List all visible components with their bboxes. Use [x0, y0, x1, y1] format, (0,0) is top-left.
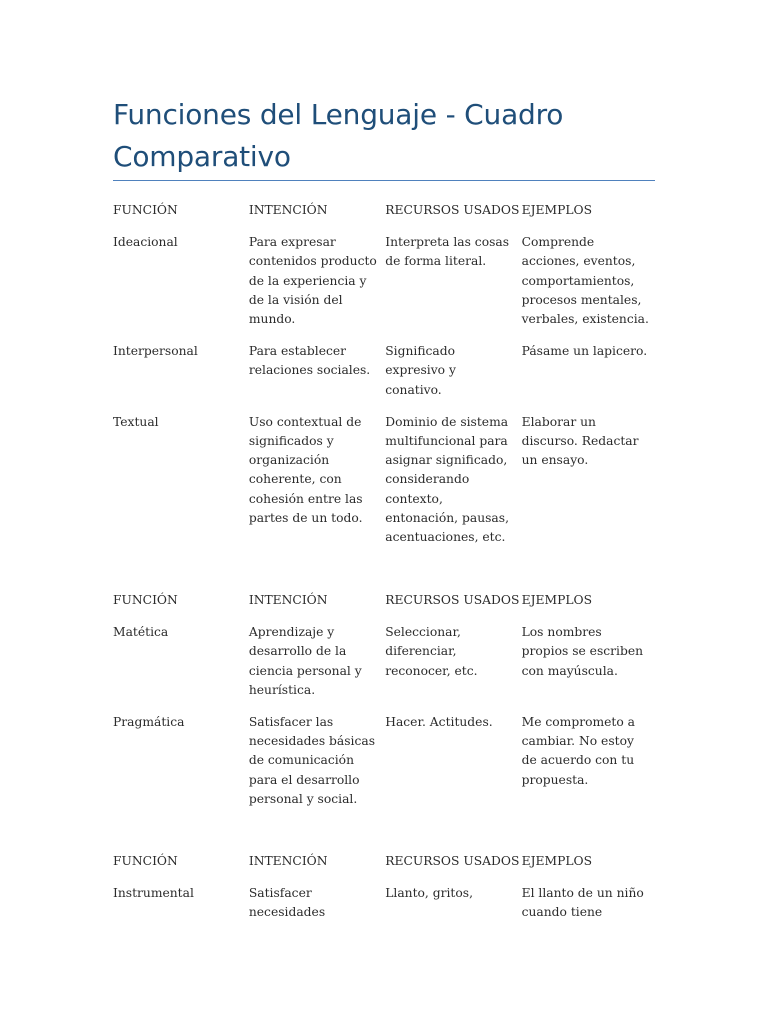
- cell-recursos: Significado expresivo y conativo.: [385, 344, 456, 397]
- header-intencion: INTENCIÓN: [248, 854, 328, 868]
- header-row: [113, 201, 658, 233]
- header-funcion: FUNCIÓN: [113, 854, 178, 868]
- comparison-table-2: [113, 591, 658, 822]
- table-row: [113, 413, 658, 560]
- header-recursos: RECURSOS USADOS: [385, 593, 520, 607]
- header-ejemplos: EJEMPLOS: [521, 593, 593, 607]
- cell-recursos: Interpreta las cosas de forma literal.: [385, 235, 510, 269]
- cell-ejemplos: Pásame un lapicero.: [521, 344, 648, 359]
- header-row: [113, 852, 658, 884]
- cell-intencion: Satisfacer necesidades: [248, 886, 326, 920]
- cell-ejemplos: El llanto de un niño cuando tiene: [521, 886, 644, 920]
- comparison-table-1: [113, 201, 658, 560]
- cell-funcion: Textual: [113, 414, 159, 429]
- cell-ejemplos: Me comprometo a cambiar. No estoy de acuerdo con tu propuesta.: [521, 715, 636, 787]
- header-funcion: FUNCIÓN: [113, 593, 178, 607]
- table-row: [113, 884, 658, 935]
- header-funcion: FUNCIÓN: [113, 203, 178, 217]
- cell-funcion: Matética: [113, 625, 169, 640]
- cell-funcion: Instrumental: [113, 886, 194, 901]
- cell-ejemplos: Los nombres propios se escriben con mayúscula.: [521, 625, 644, 678]
- cell-ejemplos: Elaborar un discurso. Redactar un ensayo.: [521, 414, 639, 468]
- cell-intencion: Satisfacer las necesidades básicas de comunicación para el desarrollo personal y social.: [248, 715, 376, 806]
- cell-recursos: Hacer. Actitudes.: [385, 715, 493, 730]
- title-underline: [113, 180, 655, 181]
- table-row: [113, 713, 658, 822]
- cell-intencion: Uso contextual de significados y organización coherente, con cohesión entre las partes de un todo.: [248, 414, 363, 525]
- cell-recursos: Llanto, gritos,: [385, 886, 473, 901]
- header-recursos: RECURSOS USADOS: [385, 203, 520, 217]
- cell-ejemplos: Comprende acciones, eventos, comportamientos, procesos mentales, verbales, existencia.: [521, 235, 649, 327]
- header-recursos: RECURSOS USADOS: [385, 854, 520, 868]
- cell-intencion: Para establecer relaciones sociales.: [248, 344, 371, 378]
- cell-funcion: Ideacional: [113, 235, 178, 250]
- header-ejemplos: EJEMPLOS: [521, 203, 593, 217]
- header-intencion: INTENCIÓN: [248, 593, 328, 607]
- cell-intencion: Aprendizaje y desarrollo de la ciencia personal y heurística.: [248, 625, 362, 697]
- cell-funcion: Pragmática: [113, 715, 185, 730]
- comparison-table-3: [113, 852, 658, 936]
- header-ejemplos: EJEMPLOS: [521, 854, 593, 868]
- cell-intencion: Para expresar contenidos producto de la experiencia y de la visión del mundo.: [248, 235, 377, 327]
- cell-funcion: Interpersonal: [113, 344, 198, 359]
- table-row: [113, 233, 658, 342]
- table-row: [113, 623, 658, 713]
- header-intencion: INTENCIÓN: [248, 203, 328, 217]
- document-title: Funciones del Lenguaje - Cuadro Comparativo: [113, 98, 564, 173]
- header-row: [113, 591, 658, 623]
- cell-recursos: Dominio de sistema multifuncional para asignar significado, considerando contexto, entonación, pausas, acentuaciones, etc.: [385, 414, 509, 545]
- cell-recursos: Seleccionar, diferenciar, reconocer, etc.: [385, 625, 478, 678]
- table-row: [113, 342, 658, 413]
